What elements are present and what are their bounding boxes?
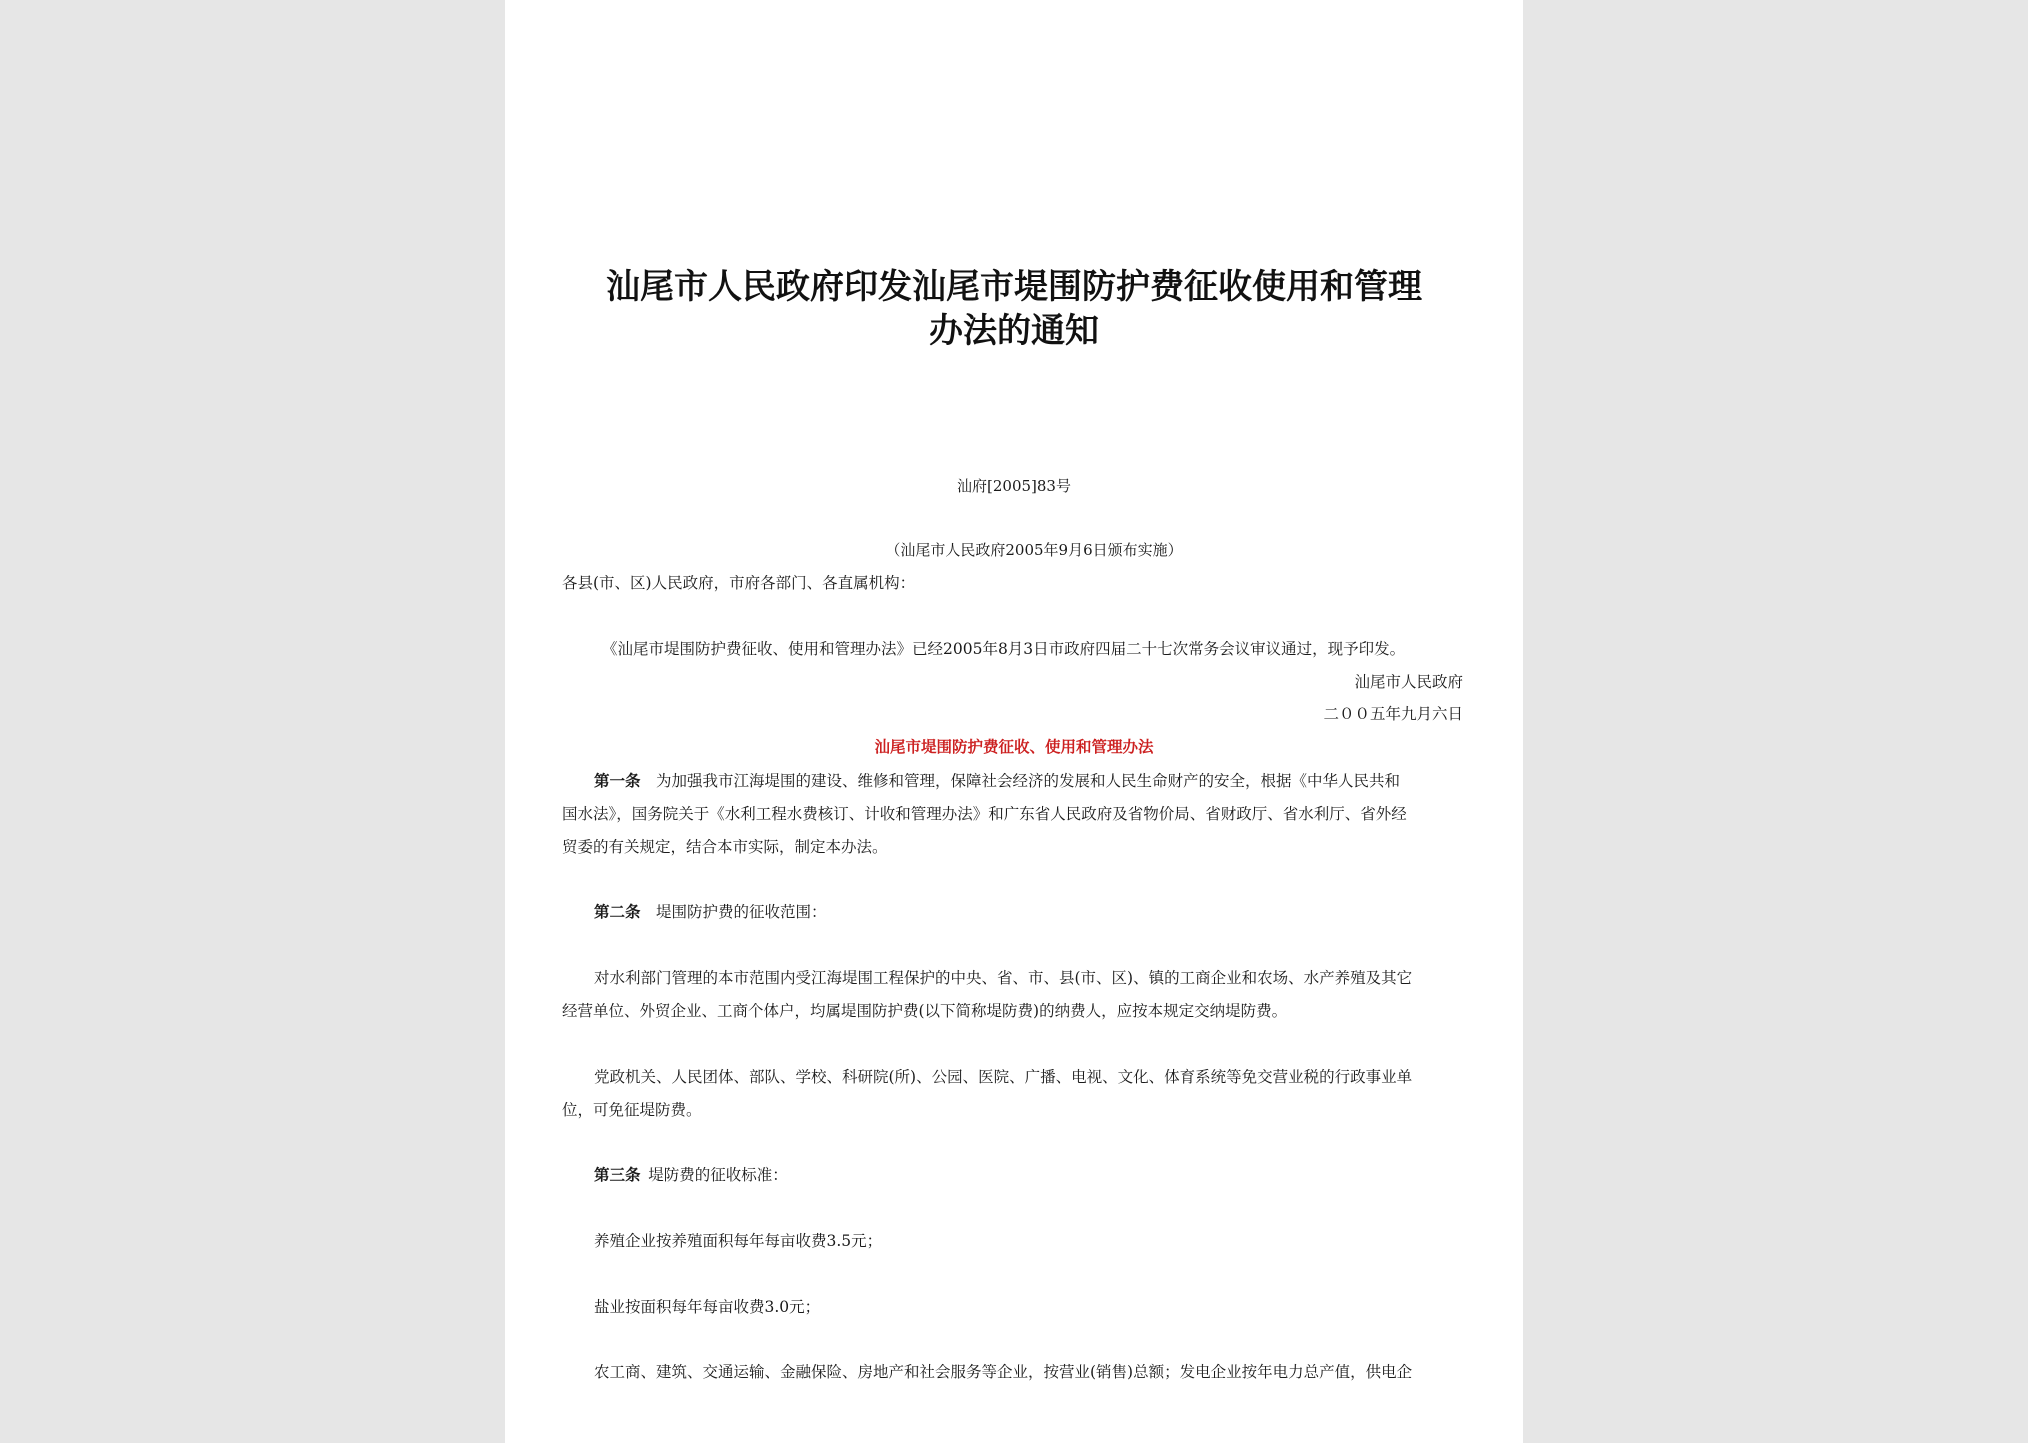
issue-date: 二００五年九月六日: [1323, 705, 1463, 723]
regulation-subtitle: 汕尾市堤围防护费征收、使用和管理办法: [874, 737, 1154, 756]
article2-p2-line2: 位，可免征堤防费。: [562, 1101, 702, 1119]
article3-heading: [594, 1165, 788, 1185]
article1-text-line1: 为加强我市江海堤围的建设、维修和管理，保障社会经济的发展和人民生命财产的安全，根据《中华人民共和: [656, 772, 1401, 790]
article3-item1: 养殖企业按养殖面积每年每亩收费3.5元；: [594, 1232, 883, 1250]
article3-item2: 盐业按面积每年每亩收费3.0元；: [594, 1298, 821, 1316]
article1-head: 第一条: [594, 771, 641, 790]
signer: 汕尾市人民政府: [1354, 673, 1463, 691]
article1-line2: 国水法》，国务院关于《水利工程水费核订、计收和管理办法》和广东省人民政府及省物价局、省财政厅、省水利厅、省外经: [562, 805, 1407, 823]
addressee: 各县(市、区)人民政府，市府各部门、各直属机构：: [562, 574, 916, 592]
promulgation-note: （汕尾市人民政府2005年9月6日颁布实施）: [885, 541, 1183, 559]
article2-p1-line1: 对水利部门管理的本市范围内受江海堤围工程保护的中央、省、市、县(市、区)、镇的工商企业和农场、水产养殖及其它: [594, 969, 1413, 987]
article1-line3: 贸委的有关规定，结合本市实际，制定本办法。: [562, 838, 888, 856]
document-title-line2: 办法的通知: [929, 311, 1099, 351]
document-number: 汕府[2005]83号: [957, 477, 1071, 495]
article2-text: 堤围防护费的征收范围：: [656, 903, 827, 921]
article2-p2-line1: 党政机关、人民团体、部队、学校、科研院(所)、公园、医院、广播、电视、文化、体育系统等免交营业税的行政事业单: [594, 1068, 1413, 1086]
article2-head: 第二条: [594, 902, 641, 921]
article3-text: 堤防费的征收标准：: [648, 1166, 788, 1184]
document-title-line1: 汕尾市人民政府印发汕尾市堤围防护费征收使用和管理: [606, 267, 1422, 307]
intro-paragraph: 《汕尾市堤围防护费征收、使用和管理办法》已经2005年8月3日市政府四届二十七次常务会议审议通过，现予印发。: [602, 640, 1406, 658]
article2-heading: [594, 902, 827, 922]
article3-head: 第三条: [594, 1165, 641, 1184]
document-page: [505, 0, 1523, 1443]
article1-line1: [594, 771, 1400, 791]
article3-item3: 农工商、建筑、交通运输、金融保险、房地产和社会服务等企业，按营业(销售)总额；发电企业按年电力总产值，供电企: [594, 1363, 1413, 1381]
article2-p1-line2: 经营单位、外贸企业、工商个体户，均属堤围防护费(以下简称堤防费)的纳费人，应按本规定交纳堤防费。: [562, 1002, 1288, 1020]
